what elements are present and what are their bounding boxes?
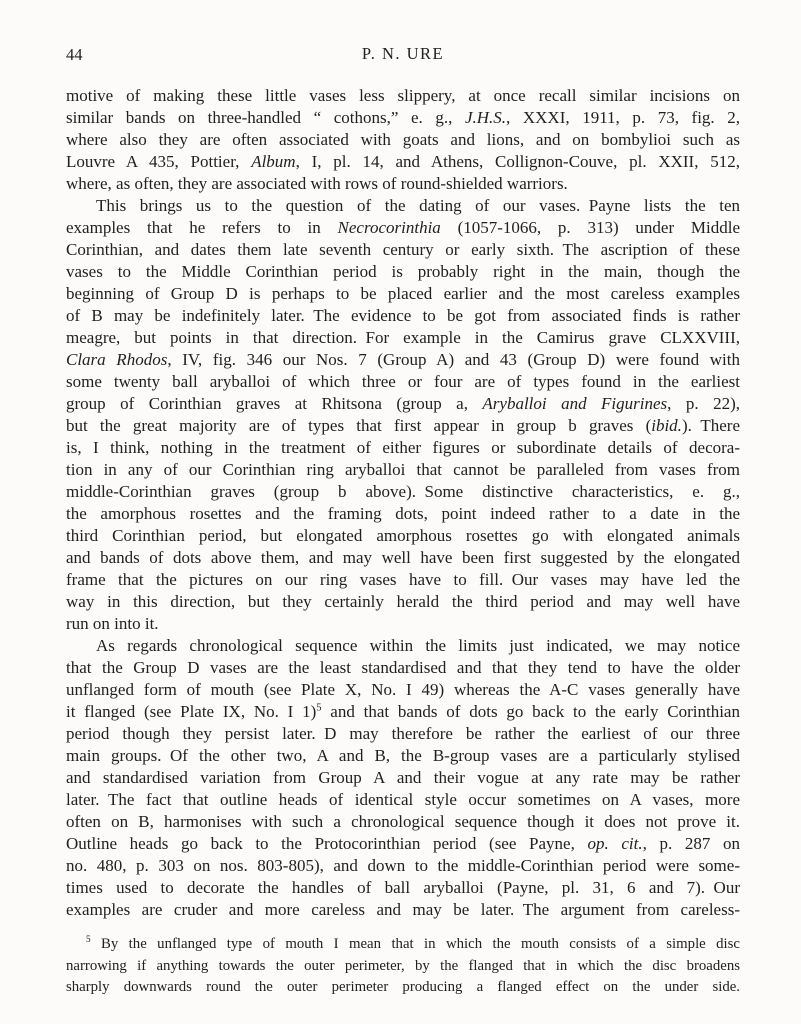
text-line: period though they persist later. D may therefore be rather the earliest of our three xyxy=(66,724,740,743)
body-text xyxy=(66,85,740,921)
text-line: beginning of Group D is perhaps to be placed earlier and the most careless examples xyxy=(66,284,740,303)
text-line: and bands of dots above them, and may well have been first suggested by the elongated xyxy=(66,548,740,567)
text-line: vases to the Middle Corinthian period is probably right in the main, though the xyxy=(66,262,740,281)
page-header xyxy=(66,44,740,64)
text-line: but the great majority are of types that first appear in group b graves (ibid.). There xyxy=(66,416,740,435)
text-line: meagre, but points in that direction. For example in the Camirus grave CLXXVIII, xyxy=(66,328,740,347)
text-line: Outline heads go back to the Protocorinthian period (see Payne, op. cit., p. 287 on xyxy=(66,834,740,853)
text-line: frame that the pictures on our ring vases have to fill. Our vases may have led the xyxy=(66,570,740,589)
text-line: middle-Corinthian graves (group b above). Some distinctive characteristics, e. g., xyxy=(66,482,740,501)
paragraph xyxy=(66,195,740,635)
text-line: some twenty ball aryballoi of which three or four are of types found in the earliest xyxy=(66,372,740,391)
text-line: run on into it. xyxy=(66,614,159,633)
text-line: later. The fact that outline heads of identical style occur sometimes on A vases, more xyxy=(66,790,740,809)
text-line: examples are cruder and more careless and may be later. The argument from careless- xyxy=(66,900,740,919)
text-line: that the Group D vases are the least standardised and that they tend to have the older xyxy=(66,658,740,677)
text-line: the amorphous rosettes and the framing dots, point indeed rather to a date in the xyxy=(66,504,740,523)
text-line: no. 480, p. 303 on nos. 803-805), and down to the middle-Corinthian period were some- xyxy=(66,856,740,875)
text-line: and standardised variation from Group A and their vogue at any rate may be rather xyxy=(66,768,740,787)
running-header: P. N. URE xyxy=(361,44,445,63)
text-line: times used to decorate the handles of ball aryballoi (Payne, pl. 31, 6 and 7). Our xyxy=(66,878,740,897)
text-line: way in this direction, but they certainly herald the third period and may well have xyxy=(66,592,740,611)
footnote-line: narrowing if anything towards the outer perimeter, by the flanged that in which the disc broadens xyxy=(66,957,740,974)
text-line: Clara Rhodos, IV, fig. 346 our Nos. 7 (Group A) and 43 (Group D) were found with xyxy=(66,350,740,369)
text-line: unflanged form of mouth (see Plate X, No. I 49) whereas the A-C vases generally have xyxy=(66,680,740,699)
text-line: similar bands on three-handled “ cothons,” e. g., J.H.S., XXXI, 1911, p. 73, fig. 2, xyxy=(66,108,740,127)
text-line: Louvre A 435, Pottier, Album, I, pl. 14, and Athens, Collignon-Couve, pl. XXII, 512, xyxy=(66,152,740,171)
text-line: examples that he refers to in Necrocorinthia (1057-1066, p. 313) under Middle xyxy=(66,218,740,237)
text-line: motive of making these little vases less slippery, at once recall similar incisions on xyxy=(66,86,740,105)
text-line: often on B, harmonises with such a chronological sequence though it does not prove it. xyxy=(66,812,740,831)
text-line: it flanged (see Plate IX, No. I 1)$^5$ and that bands of dots go back to the early Corinthian xyxy=(66,702,740,721)
paragraph xyxy=(66,85,740,195)
page-number: 44 xyxy=(66,45,83,64)
footnote-line: sharply downwards round the outer perimeter producing a flanged effect on the under side. xyxy=(66,979,740,995)
text-line: This brings us to the question of the dating of our vases. Payne lists the ten xyxy=(96,196,740,215)
text-line: Corinthian, and dates them late seventh century or early sixth. The ascription of these xyxy=(66,240,740,259)
text-block xyxy=(66,44,740,999)
text-line: where, as often, they are associated with rows of round-shielded warriors. xyxy=(66,174,568,193)
footnote-text xyxy=(66,934,740,999)
paragraph xyxy=(66,635,740,921)
text-line: As regards chronological sequence within the limits just indicated, we may notice xyxy=(96,636,740,655)
text-line: tion in any of our Corinthian ring aryballoi that cannot be paralleled from vases from xyxy=(66,460,740,479)
text-line: group of Corinthian graves at Rhitsona (group a, Aryballoi and Figurines, p. 22), xyxy=(66,394,740,413)
text-line: of B may be indefinitely later. The evidence to be got from associated finds is rather xyxy=(66,306,740,325)
text-line: where also they are often associated with goats and lions, and on bombylioi such as xyxy=(66,130,740,149)
footnote-line: $^5$ By the unflanged type of mouth I mean that in which the mouth consists of a simple disc xyxy=(86,934,740,952)
text-line: is, I think, nothing in the treatment of either figures or subordinate details of decora- xyxy=(66,438,740,457)
text-line: main groups. Of the other two, A and B, the B-group vases are a particularly stylised xyxy=(66,746,740,765)
text-line: third Corinthian period, but elongated amorphous rosettes go with elongated animals xyxy=(66,526,740,545)
